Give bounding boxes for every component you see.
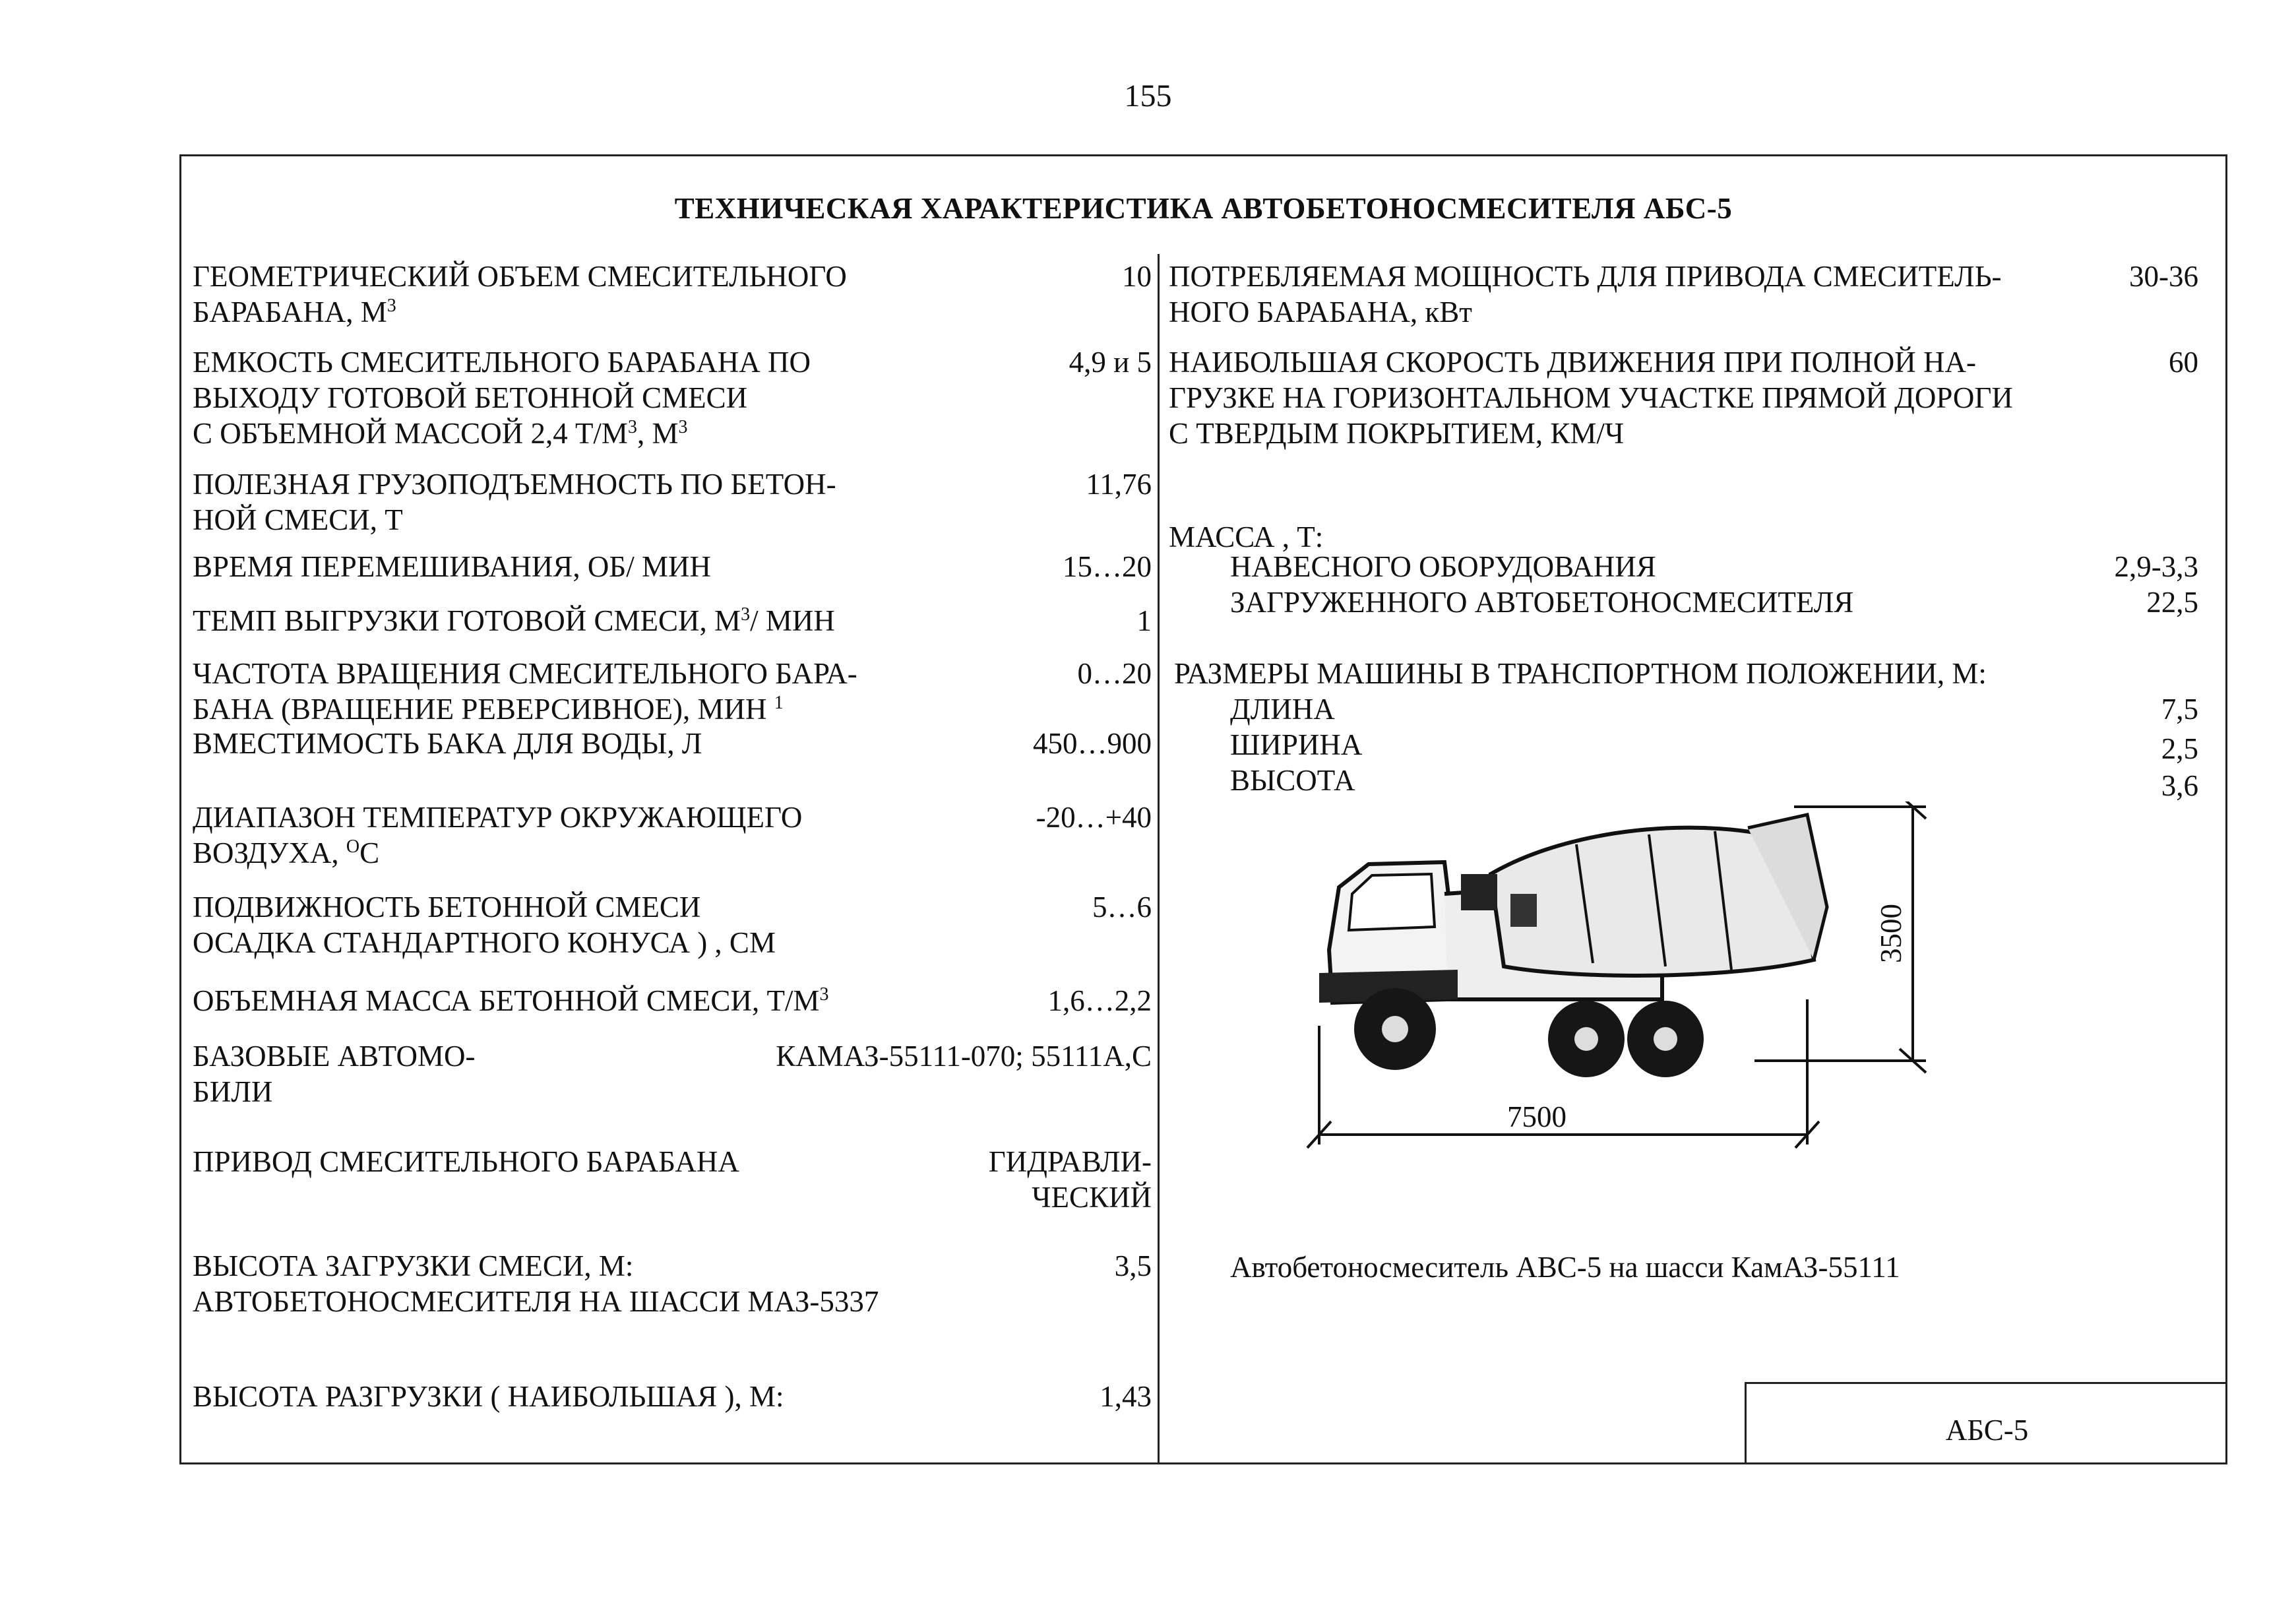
label-line: ДИАПАЗОН ТЕМПЕРАТУР ОКРУЖАЮЩЕГО [193,801,803,834]
truck-drawing [1319,815,1827,1003]
label-line: РАЗМЕРЫ МАШИНЫ В ТРАНСПОРТНОМ ПОЛОЖЕНИИ, М: [1174,657,1987,690]
sheet-title: ТЕХНИЧЕСКАЯ ХАРАКТЕРИСТИКА АВТОБЕТОНОСМЕСИТЕЛЯ АБС-5 [674,192,1733,225]
spec-value: 1 [1136,604,1152,637]
label-line: ГРУЗКЕ НА ГОРИЗОНТАЛЬНОМ УЧАСТКЕ ПРЯМОЙ ДОРОГИ [1169,381,2013,414]
label-line: ПРИВОД СМЕСИТЕЛЬНОГО БАРАБАНА [193,1145,739,1178]
spec-value: ЧЕСКИЙ [1032,1181,1152,1214]
figure-caption: Автобетоносмеситель АВС-5 на шасси КамАЗ-55111 [1230,1251,1900,1284]
spec-value: 11,76 [1086,468,1152,501]
label-line: С ТВЕРДЫМ ПОКРЫТИЕМ, КМ/Ч [1169,417,1625,450]
spec-value: 1,6…2,2 [1047,984,1152,1017]
label-line: БАЗОВЫЕ АВТОМО- [193,1040,476,1073]
label-line: ВМЕСТИМОСТЬ БАКА ДЛЯ ВОДЫ, Л [193,727,702,760]
column-divider [1158,254,1160,1464]
spec-value: 3,5 [1114,1249,1152,1282]
label-line: ПОДВИЖНОСТЬ БЕТОННОЙ СМЕСИ [193,891,701,924]
label-line: ШИРИНА [1230,728,1363,761]
spec-value: 1,43 [1100,1380,1152,1413]
spec-value: 0…20 [1077,657,1152,690]
spec-value: 4,9 и 5 [1069,346,1152,379]
label-line: БИЛИ [193,1075,273,1108]
label-line: ЕМКОСТЬ СМЕСИТЕЛЬНОГО БАРАБАНА ПО [193,346,811,379]
spec-value: 5…6 [1092,891,1152,924]
label-line: НАВЕСНОГО ОБОРУДОВАНИЯ [1230,550,1656,583]
label-line: ВЫХОДУ ГОТОВОЙ БЕТОННОЙ СМЕСИ [193,381,748,414]
label-line: С ОБЪЕМНОЙ МАССОЙ 2,4 $Т/М^3$, $М^3$ [193,417,688,450]
spec-value: 60 [2169,346,2198,379]
page-number: 155 [1124,78,1172,113]
label-line: НОГО БАРАБАНА, кВт [1169,296,1472,329]
label-line: ВЫСОТА РАЗГРУЗКИ ( НАИБОЛЬШАЯ ), М: [193,1380,784,1413]
label-line: НАИБОЛЬШАЯ СКОРОСТЬ ДВИЖЕНИЯ ПРИ ПОЛНОЙ НА- [1169,346,1976,379]
label-line: ЗАГРУЖЕННОГО АВТОБЕТОНОСМЕСИТЕЛЯ [1230,586,1854,619]
spec-value: 22,5 [2146,586,2198,619]
spec-value: -20…+40 [1036,801,1152,834]
spec-value: 30-36 [2129,260,2198,293]
label-line: НОЙ СМЕСИ, Т [193,503,403,536]
label-line: ОСАДКА СТАНДАРТНОГО КОНУСА ) , СМ [193,926,776,959]
label-line: БАРАБАНА, $М^3$ [193,296,396,329]
dimension-length-label: 7500 [1507,1100,1567,1133]
label-line: ВЫСОТА [1230,764,1355,797]
label-line: АВТОБЕТОНОСМЕСИТЕЛЯ НА ШАССИ МАЗ-5337 [193,1285,879,1318]
label-line: МАССА , Т: [1169,520,1324,553]
label-line: ДЛИНА [1230,693,1335,726]
spec-value: КАМАЗ-55111-070; 55111А,С [776,1040,1152,1073]
spec-value: 3,6 [2161,769,2198,802]
spec-value: 2,5 [2161,732,2198,765]
dimension-height-label: 3500 [1875,904,1908,963]
spec-value: 450…900 [1033,727,1152,760]
truck-wheels [1354,988,1704,1077]
spec-value: 15…20 [1063,550,1152,583]
stamp-code: АБС-5 [1945,1414,2029,1447]
label-line: ТЕМП ВЫГРУЗКИ ГОТОВОЙ СМЕСИ, $М^3/$ МИН [193,604,835,637]
label-line: ВЫСОТА ЗАГРУЗКИ СМЕСИ, М: [193,1249,634,1282]
label-line: ВОЗДУХА, $^О$С [193,836,380,869]
title-block-stamp [1745,1382,2227,1464]
label-line: ПОТРЕБЛЯЕМАЯ МОЩНОСТЬ ДЛЯ ПРИВОДА СМЕСИТЕЛЬ- [1169,260,2002,293]
label-line: БАНА (ВРАЩЕНИЕ РЕВЕРСИВНОЕ), МИН $^1$ [193,693,784,726]
label-line: ОБЪЕМНАЯ МАССА БЕТОННОЙ СМЕСИ, $Т/М^3$ [193,984,829,1017]
label-line: ВРЕМЯ ПЕРЕМЕШИВАНИЯ, ОБ/ МИН [193,550,711,583]
label-line: ГЕОМЕТРИЧЕСКИЙ ОБЪЕМ СМЕСИТЕЛЬНОГО [193,260,847,293]
label-line: ПОЛЕЗНАЯ ГРУЗОПОДЪЕМНОСТЬ ПО БЕТОН- [193,468,836,501]
spec-value: 10 [1122,260,1152,293]
label-line: ЧАСТОТА ВРАЩЕНИЯ СМЕСИТЕЛЬНОГО БАРА- [193,657,857,690]
truck-figure [1293,801,1939,1171]
spec-value: ГИДРАВЛИ- [988,1145,1152,1178]
spec-value: 7,5 [2161,693,2198,726]
spec-value: 2,9-3,3 [2114,550,2198,583]
